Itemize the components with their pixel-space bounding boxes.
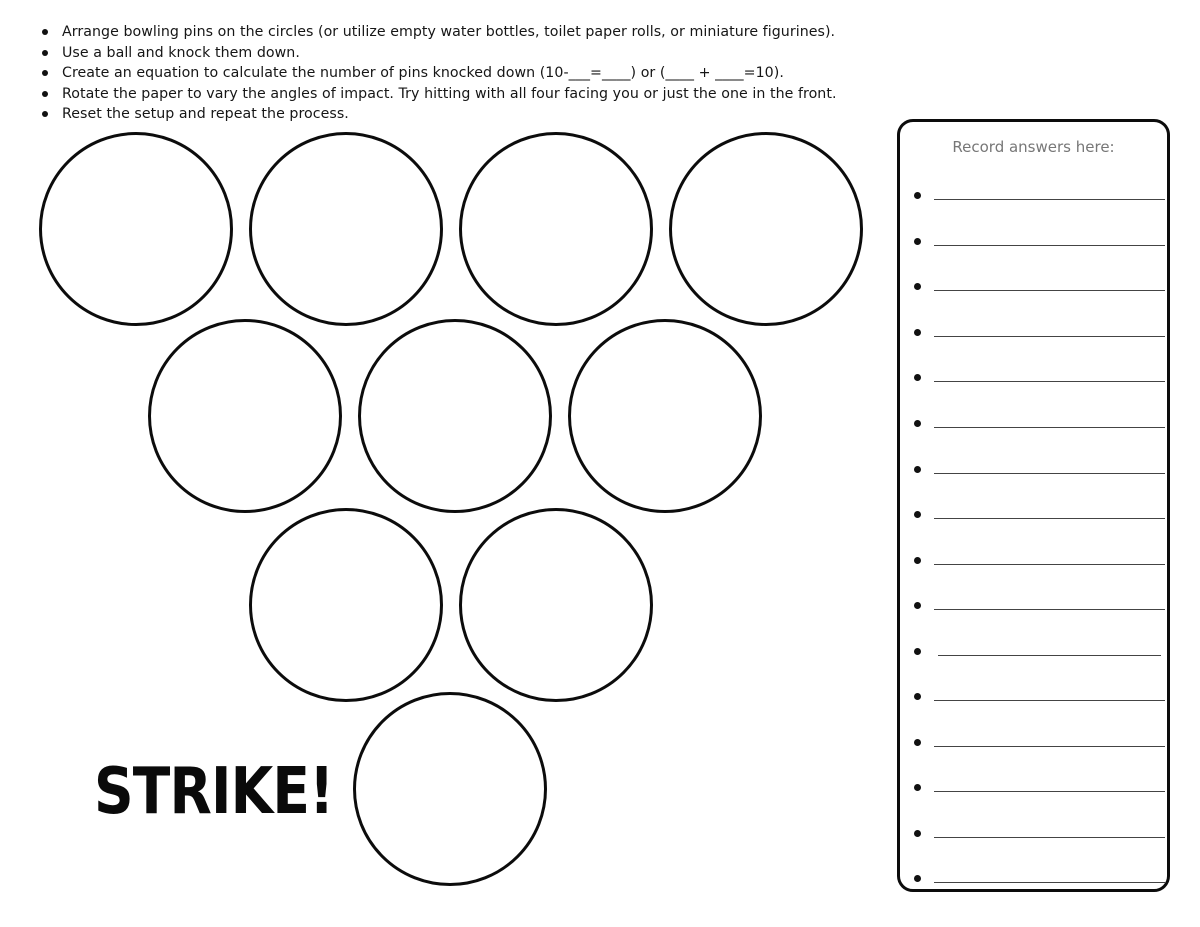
pin-circle-9 [459, 508, 653, 702]
instruction-item [40, 22, 837, 43]
pin-circle-7 [568, 319, 762, 513]
answer-line[interactable] [900, 186, 1173, 206]
answer-line[interactable] [900, 460, 1173, 480]
bullet-icon [42, 91, 48, 97]
answer-rule [934, 518, 1165, 519]
instruction-text: Use a ball and knock them down. [62, 44, 300, 61]
bullet-icon [914, 420, 921, 427]
instructions-list [40, 22, 837, 125]
bullet-icon [914, 374, 921, 381]
pin-circle-10 [353, 692, 547, 886]
answer-line[interactable] [900, 687, 1173, 707]
bullet-icon [914, 739, 921, 746]
answer-rule [934, 381, 1165, 382]
answer-line[interactable] [900, 414, 1173, 434]
pin-circle-3 [459, 132, 653, 326]
answer-line[interactable] [900, 277, 1173, 297]
answer-line[interactable] [900, 824, 1173, 844]
pin-circle-2 [249, 132, 443, 326]
answer-line[interactable] [900, 368, 1173, 388]
answer-rule [934, 791, 1165, 792]
bullet-icon [914, 192, 921, 199]
answer-rule [934, 427, 1165, 428]
answer-rule [934, 564, 1165, 565]
answer-rule [934, 609, 1165, 610]
answers-title: Record answers here: [952, 138, 1115, 156]
bullet-icon [914, 511, 921, 518]
instruction-text: Reset the setup and repeat the process. [62, 106, 349, 123]
answer-rule [934, 837, 1165, 838]
bullet-icon [42, 29, 48, 35]
bullet-icon [42, 111, 48, 117]
answer-line[interactable] [900, 323, 1173, 343]
answer-rule [934, 882, 1165, 883]
answer-line[interactable] [900, 642, 1173, 662]
bullet-icon [914, 875, 921, 882]
instruction-item [40, 84, 837, 105]
answer-rule [934, 700, 1165, 701]
answer-rule [938, 655, 1161, 656]
answer-rule [934, 746, 1165, 747]
answer-line[interactable] [900, 778, 1173, 798]
answer-line[interactable] [900, 505, 1173, 525]
answer-rule [934, 199, 1165, 200]
instruction-item [40, 104, 837, 125]
pin-circle-5 [148, 319, 342, 513]
answers-panel [897, 119, 1170, 892]
bullet-icon [42, 70, 48, 76]
answer-line[interactable] [900, 551, 1173, 571]
pin-circle-8 [249, 508, 443, 702]
answer-rule [934, 245, 1165, 246]
bullet-icon [42, 50, 48, 56]
answer-rule [934, 336, 1165, 337]
pin-circle-6 [358, 319, 552, 513]
answer-rule [934, 290, 1165, 291]
bullet-icon [914, 329, 921, 336]
instruction-text: Arrange bowling pins on the circles (or utilize empty water bottles, toilet paper rolls, or miniature figurines). [62, 24, 836, 40]
bullet-icon [914, 283, 921, 290]
instruction-item [40, 63, 837, 84]
bullet-icon [914, 648, 921, 655]
bullet-icon [914, 557, 921, 564]
bullet-icon [914, 238, 921, 245]
instruction-text: Create an equation to calculate the number of pins knocked down (10-___=____) or (____ + ____=10). [62, 65, 784, 82]
bullet-icon [914, 466, 921, 473]
pin-circle-1 [39, 132, 233, 326]
bullet-icon [914, 784, 921, 791]
bullet-icon [914, 693, 921, 700]
pin-circle-4 [669, 132, 863, 326]
answer-line[interactable] [900, 232, 1173, 252]
bullet-icon [914, 830, 921, 837]
bullet-icon [914, 602, 921, 609]
answer-line[interactable] [900, 869, 1173, 889]
answer-line[interactable] [900, 596, 1173, 616]
strike-heading: STRIKE! [94, 755, 334, 829]
answer-line[interactable] [900, 733, 1173, 753]
instruction-item [40, 43, 837, 64]
instruction-text: Rotate the paper to vary the angles of impact. Try hitting with all four facing you or just the one in the front. [62, 85, 837, 102]
answer-rule [934, 473, 1165, 474]
